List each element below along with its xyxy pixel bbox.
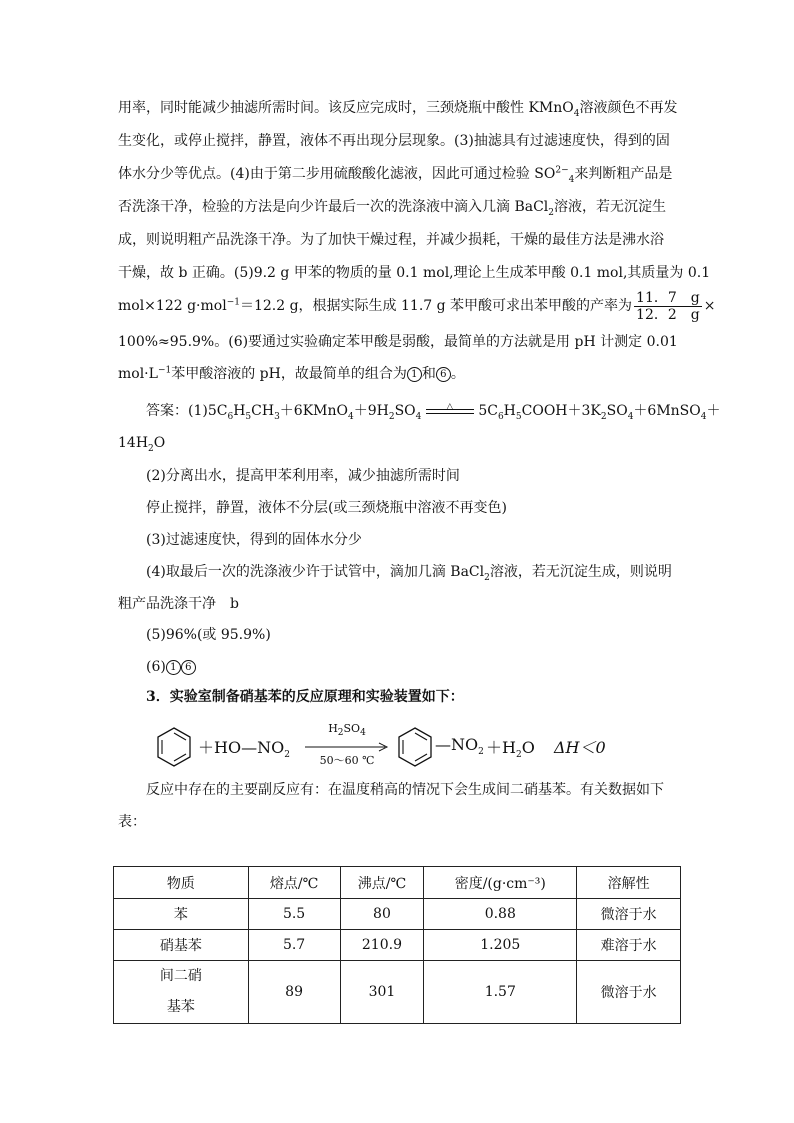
side-reaction-line-1: 反应中存在的主要副反应有：在温度稍高的情况下会生成间二硝基苯。有关数据如下	[146, 782, 664, 798]
answer-equation-line2: $14H_2O$	[118, 435, 166, 454]
reaction-scheme	[150, 722, 630, 772]
para-line-3: 体水分少等优点。(4)由于第二步用硫酸酸化滤液，因此可通过检验 $SO^{2-}_4$来判断粗产品是	[118, 165, 673, 185]
header-cell: 沸点/℃	[340, 867, 424, 899]
nitric-acid: $+HO—NO_2$	[198, 738, 290, 761]
benzene-ring-icon	[393, 725, 437, 769]
yield-fraction: $\frac{11.7 g}{12.2 g}$	[636, 289, 700, 323]
circled-one: 1	[407, 367, 422, 382]
answer-equation: 答案：$(1)5C_6H_5CH_3+6KMnO_4+9H_2SO_4$ △ $5C_6H_5COOH+3K_2SO_4+6MnSO_4+$	[146, 401, 721, 422]
table-cell: 间二硝 基苯	[114, 961, 249, 1024]
enthalpy-change: ΔH＜0	[554, 738, 606, 757]
table-cell: 苯	[114, 899, 249, 930]
para-line-5: 成，则说明粗产品洗涤干净。为了加快干燥过程，并减少损耗，干燥的最佳方法是沸水浴	[118, 232, 664, 248]
benzene-ring-icon	[152, 725, 196, 769]
table-header-row	[114, 867, 681, 899]
table-cell: 硝基苯	[114, 930, 249, 961]
para-line-9: $mol\cdot L^{-1}$苯甲酸溶液的 pH，故最简单的组合为 1 和 6 。	[118, 365, 465, 382]
table-cell: 1.57	[424, 961, 577, 1024]
para-line-2: 生变化，或停止搅拌，静置，液体不再出现分层现象。(3)抽滤具有过滤速度快，得到的固	[118, 133, 670, 149]
table-cell: 210.9	[340, 930, 424, 961]
circled-six: 6	[181, 660, 196, 675]
table-cell: 1.205	[424, 930, 577, 961]
data-table	[113, 866, 681, 1024]
para-line-1: 用率，同时能减少抽滤所需时间。该反应完成时，三颈烧瓶中酸性 KMnO$_4$溶液颜色不再发	[118, 100, 678, 119]
circled-one: 1	[166, 660, 181, 675]
answer-3: (3)过滤速度快，得到的固体水分少	[146, 532, 362, 548]
para-line-8: 100%≈95.9%。(6)要通过实验确定苯甲酸是弱酸，最简单的方法就是用 pH 计测定 0.01	[118, 334, 678, 350]
water: $+H_2O$	[486, 738, 535, 761]
para-line-6: 干燥，故 b 正确。(5)9.2 g 甲苯的物质的量 0.1 mol,理论上生成苯甲酸 0.1 mol,其质量为 0.1	[118, 265, 711, 281]
table-row	[114, 961, 681, 1024]
table-cell: 难溶于水	[577, 930, 681, 961]
rxn-condition-bottom: 50～60 ℃	[319, 754, 375, 767]
reaction-arrow-icon	[305, 742, 389, 752]
answer-5: (5)96%(或 95.9%)	[146, 627, 271, 643]
table-cell: 5.7	[248, 930, 340, 961]
answer-2b: 停止搅拌，静置，液体不分层(或三颈烧瓶中溶液不再变色)	[146, 500, 507, 516]
answer-4a: (4)取最后一次的洗涤液少许于试管中，滴加几滴 BaCl$_2$溶液，若无沉淀生成，则说明	[146, 564, 672, 583]
header-cell: 密度/(g·cm⁻³)	[424, 867, 577, 899]
answer-2a: (2)分离出水，提高甲苯利用率，减少抽滤所需时间	[146, 468, 460, 484]
table-cell: 89	[248, 961, 340, 1024]
answer-4b: 粗产品洗涤干净 b	[118, 596, 239, 612]
table-cell: 0.88	[424, 899, 577, 930]
table-cell: 5.5	[248, 899, 340, 930]
header-cell: 溶解性	[577, 867, 681, 899]
header-cell: 物质	[114, 867, 249, 899]
table-row	[114, 899, 681, 930]
side-reaction-line-2: 表：	[118, 814, 146, 830]
answer-6: (6) 1 6	[146, 657, 196, 677]
table-cell: 80	[340, 899, 424, 930]
table-cell: 301	[340, 961, 424, 1024]
question-3-title: 3．实验室制备硝基苯的反应原理和实验装置如下：	[146, 689, 464, 705]
para-line-4: 否洗涤干净，检验的方法是向少许最后一次的洗涤液中滴入几滴 BaCl$_2$溶液，若无沉淀生	[118, 199, 667, 218]
table-row	[114, 930, 681, 961]
table-cell: 微溶于水	[577, 961, 681, 1024]
header-cell: 熔点/℃	[248, 867, 340, 899]
nitrobenzene-group: $—NO_2$	[435, 735, 484, 758]
reaction-condition: △	[426, 409, 474, 414]
rxn-condition-top: $H_2SO_4$	[328, 722, 366, 739]
para-line-7: mol×122 g·mol$^{-1}$＝12.2 g，根据实际生成 11.7 g 苯甲酸可求出苯甲酸的产率为 $\frac{11.7 g}{12.2 g}$ ×	[118, 289, 716, 323]
table-cell: 微溶于水	[577, 899, 681, 930]
circled-six: 6	[436, 367, 451, 382]
